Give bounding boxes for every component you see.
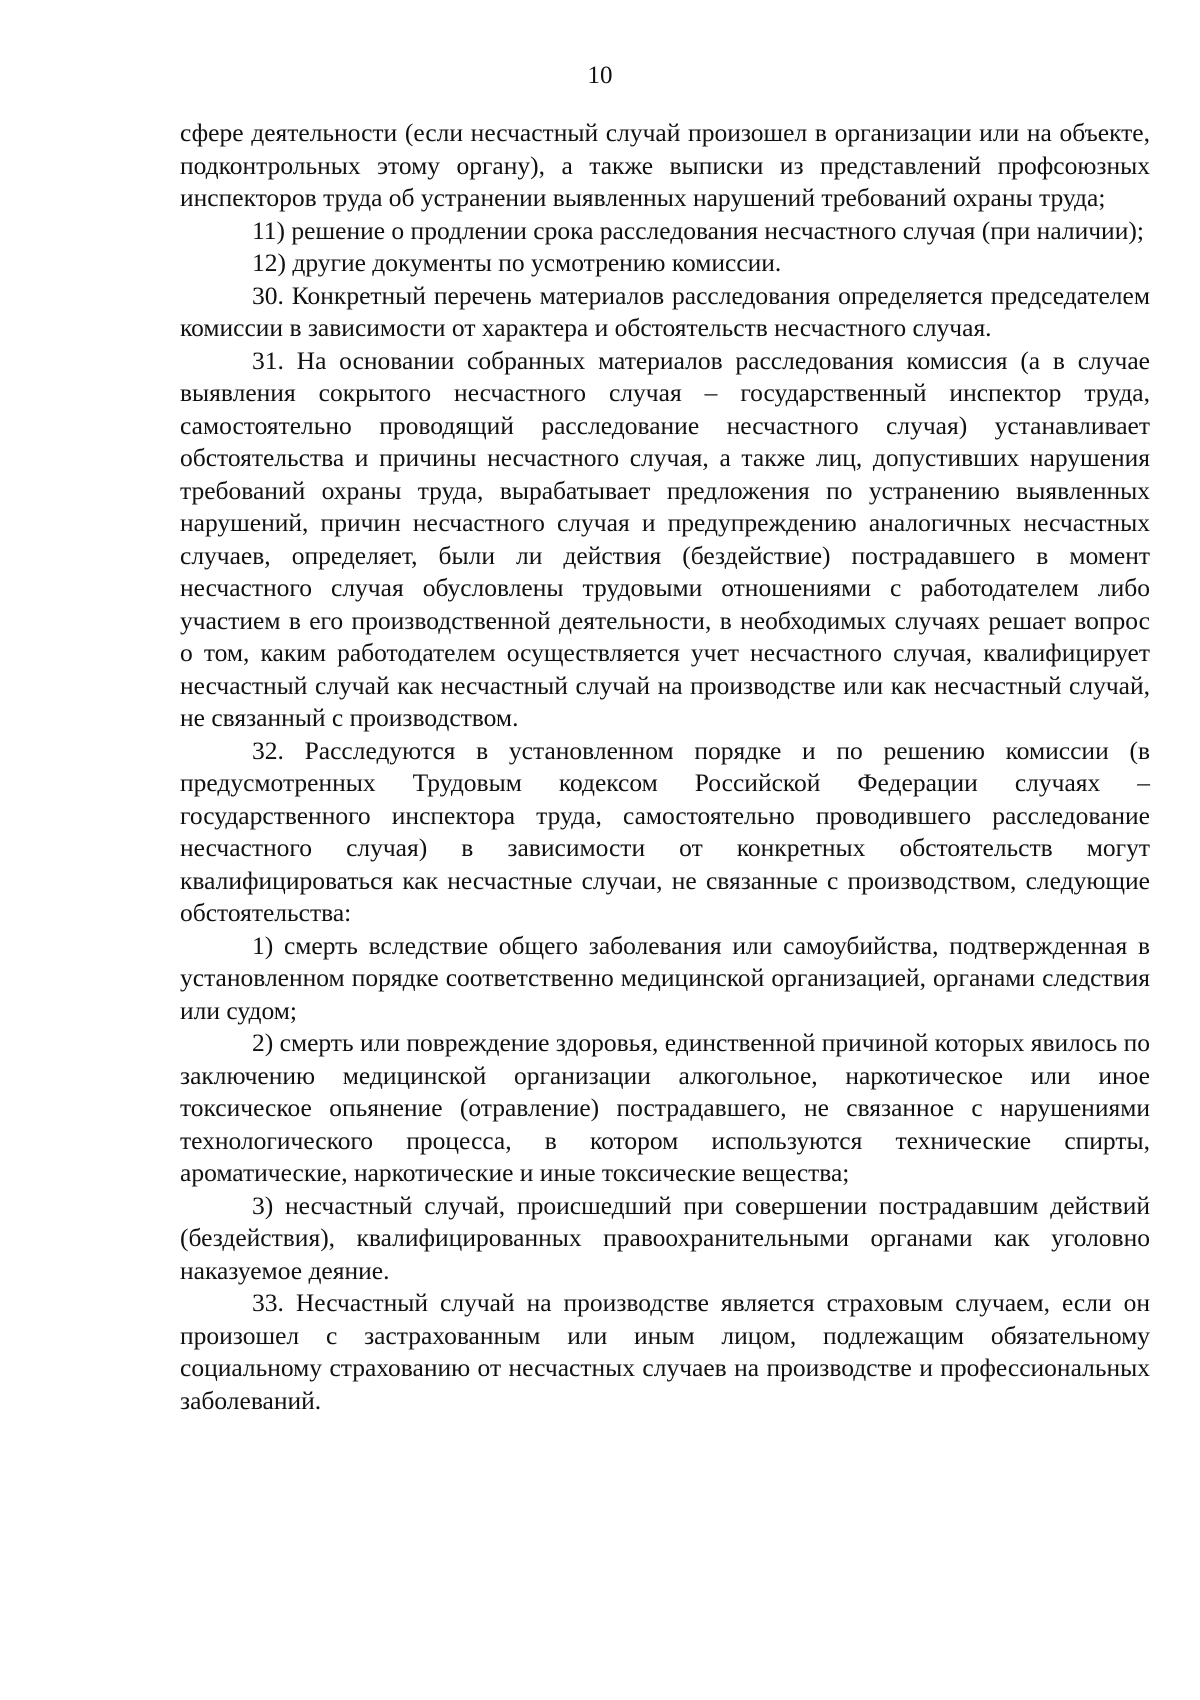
paragraph-item-12: 12) другие документы по усмотрению комиссии. <box>252 248 782 277</box>
paragraph-clause-30: 30. Конкретный перечень материалов расследования определяется председателем комиссии в зависимости от характера и обстоятельств несчастного случая. <box>180 280 1150 342</box>
document-body <box>180 117 1150 1417</box>
paragraph-clause-31: 31. На основании собранных материалов расследования комиссия (а в случае выявления сокрытого несчастного случая – государственный инспектор труда, самостоятельно проводящий расследование несчастного случая) устанавливает обстоятельства и причины несчастного случая, а также лиц, допустивших нарушения требований охраны труда, вырабатывает предложения по устранению выявленных нарушений, причин несчастного случая и предупреждению аналогичных несчастных случаев, определяет, были ли действия (бездействие) пострадавшего в момент несчастного случая обусловлены трудовыми отношениями с работодателем либо участием в его производственной деятельности, в необходимых случаях решает вопрос о том, каким работодателем осуществляется учет несчастного случая, квалифицирует несчастный случай как несчастный случай на производстве или как несчастный случай, не связанный с производством. <box>180 345 1150 732</box>
page-number: 10 <box>587 62 613 89</box>
paragraph-clause-33: 33. Несчастный случай на производстве является страховым случаем, если он произошел с застрахованным или иным лицом, подлежащим обязательному социальному страхованию от несчастных случаев на производстве и профессиональных заболеваний. <box>180 1288 1150 1415</box>
paragraph-continuation: сфере деятельности (если несчастный случай произошел в организации или на объекте, подконтрольных этому органу), а также выписки из представлений профсоюзных инспекторов труда об устранении выявленных нарушений требований охраны труда; <box>180 118 1150 212</box>
paragraph-subitem-3: 3) несчастный случай, происшедший при совершении пострадавшим действий (бездействия), квалифицированных правоохранительными органами как уголовно наказуемое деяние. <box>180 1190 1150 1285</box>
paragraph-subitem-1: 1) смерть вследствие общего заболевания или самоубийства, подтвержденная в установленном порядке соответственно медицинской организацией, органами следствия или судом; <box>180 930 1150 1025</box>
paragraph-subitem-2: 2) смерть или повреждение здоровья, единственной причиной которых явилось по заключению медицинской организации алкогольное, наркотическое или иное токсическое опьянение (отравление) пострадавшего, не связанное с нарушениями технологического процесса, в котором используются технические спирты, ароматические, наркотические и иные токсические вещества; <box>180 1028 1150 1187</box>
paragraph-clause-32: 32. Расследуются в установленном порядке и по решению комиссии (в предусмотренных Трудовым кодексом Российской Федерации случаях – государственного инспектора труда, самостоятельно проводившего расследование несчастного случая) в зависимости от конкретных обстоятельств могут квалифицироваться как несчастные случаи, не связанные с производством, следующие обстоятельства: <box>180 735 1150 927</box>
paragraph-item-11: 11) решение о продлении срока расследования несчастного случая (при наличии); <box>252 215 1144 245</box>
